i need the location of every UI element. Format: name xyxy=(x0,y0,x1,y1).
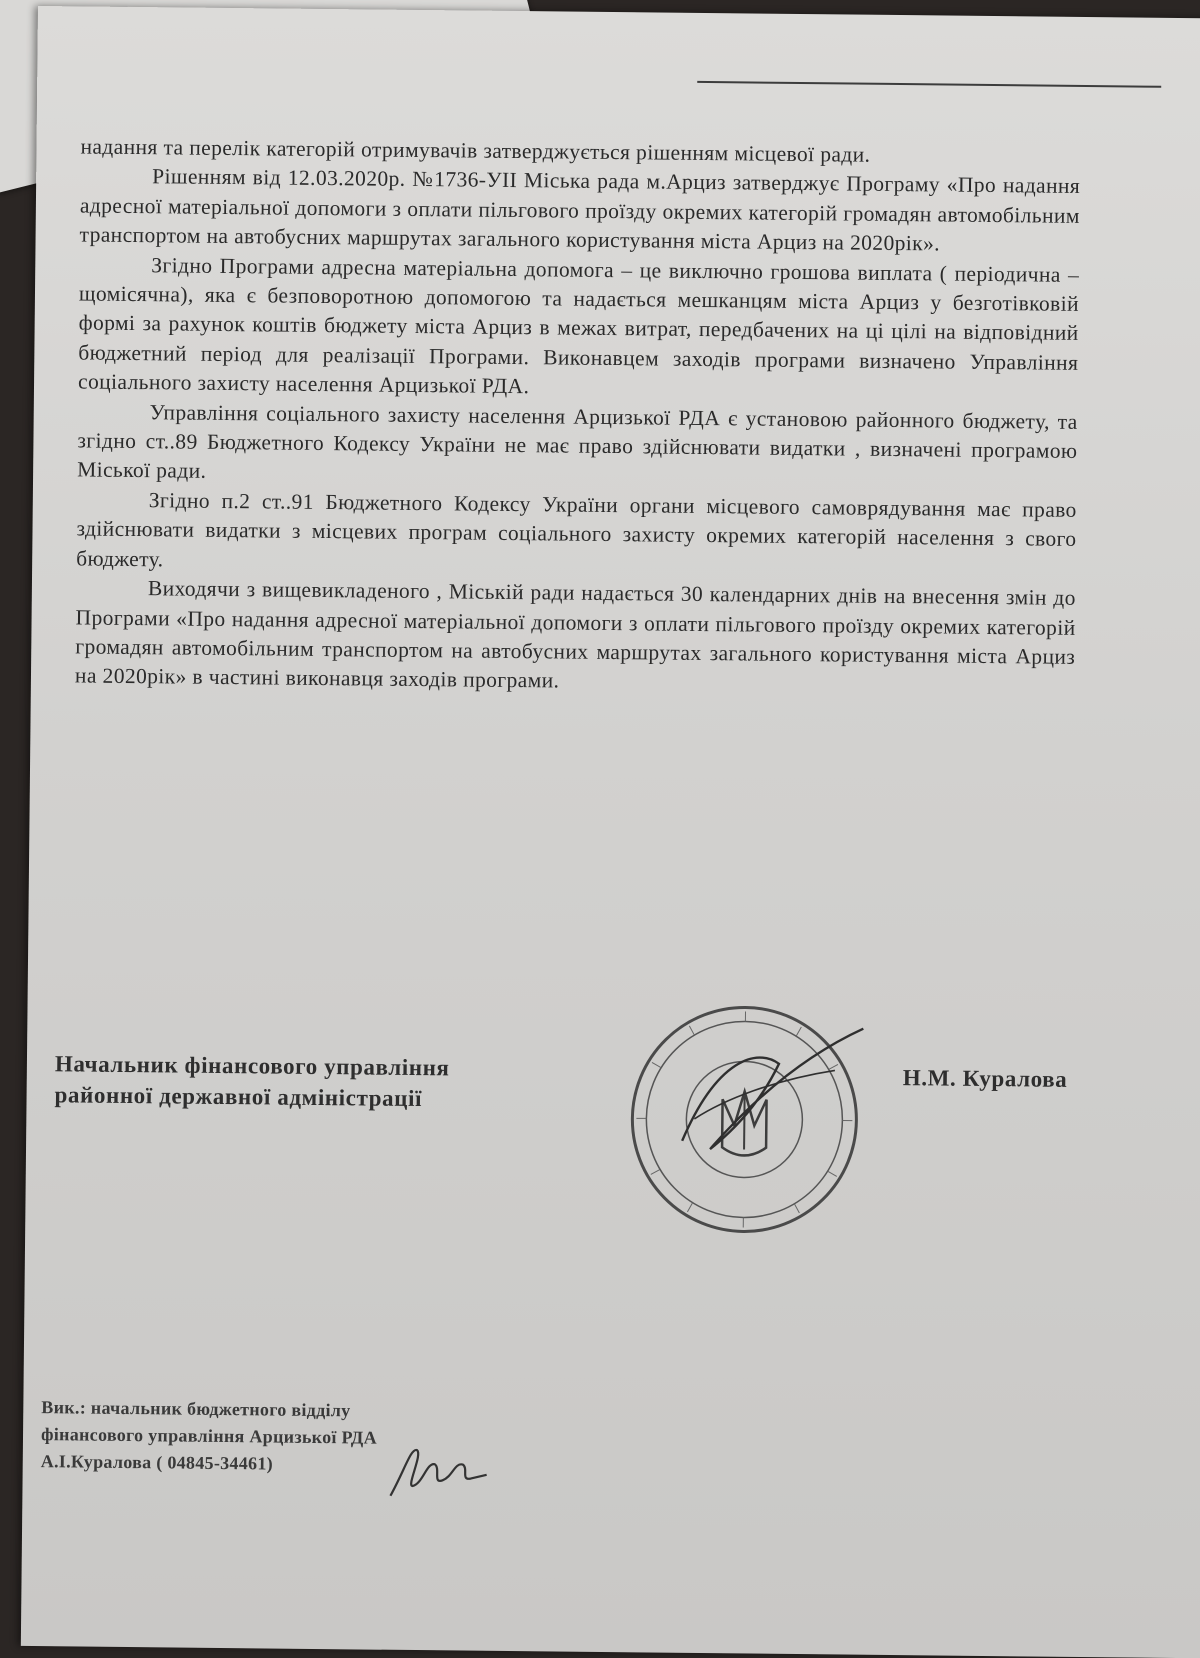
signer-title xyxy=(54,1048,615,1116)
handwritten-signature-icon xyxy=(382,1440,493,1501)
paragraph-continuation: надання та перелік категорій отримувачів затверджується рішенням місцевої ради. xyxy=(80,132,1080,172)
paragraph-social-protection: Управління соціального захисту населення Арцизької РДА є установою районного бюджету, та згідно ст..89 Бюджетного Кодексу України не має право здійснювати видатки , визначені програмою Міської ради. xyxy=(77,397,1078,496)
official-seal-icon xyxy=(623,998,866,1241)
document-page xyxy=(21,6,1200,1658)
document-body xyxy=(75,132,1081,701)
paragraph-decision: Рішенням від 12.03.2020р. №1736-УІІ Міська рада м.Арциз затверджує Програму «Про надання адресної матеріальної допомоги з оплати пільгового проїзду окремих категорій громадян автомобільним транспортом на автобусних маршрутах загального користування міста Арциз на 2020рік». xyxy=(79,162,1080,261)
paragraph-budget-code: Згідно п.2 ст..91 Бюджетного Кодексу України органи місцевого самоврядування має право здійснювати видатки з місцевих програм соціального захисту окремих категорій населення з свого бюджету. xyxy=(76,485,1077,584)
signer-name: Н.М. Куралова xyxy=(903,1065,1068,1093)
executor-line-1: Вик.: начальник бюджетного відділу xyxy=(41,1394,601,1427)
executor-line-2: фінансового управління Арцизької РДА xyxy=(41,1421,601,1454)
signer-title-line-2: районної державної адміністрації xyxy=(54,1079,614,1116)
executor-line-3: А.І.Куралова ( 04845-34461) xyxy=(41,1448,601,1481)
paragraph-conclusion: Виходячи з вищевикладеного , Міській ради надається 30 календарних днів на внесення змін до Програми «Про надання адресної матеріальної допомоги з оплати пільгового проїзду окремих категорій громадян автомобільним транспортом на автобусних маршрутах загального користування міста Арциз на 2020рік» в частині виконавця заходів програми. xyxy=(75,574,1076,702)
executor-block xyxy=(41,1394,602,1481)
header-rule xyxy=(697,81,1161,88)
signer-title-line-1: Начальник фінансового управління xyxy=(55,1048,615,1085)
paragraph-program-definition: Згідно Програми адресна матеріальна допомога – це виключно грошова виплата ( періодична – щомісячна), яка є безповоротною допомогою та надається мешканцям міста Арциз у безготівковій формі за рахунок коштів бюджету міста Арциз в межах витрат, передбачених на ці цілі на відповідний бюджетний період для реалізації Програми. Виконавцем заходів програми визначено Управління соціального захисту населення Арцизької РДА. xyxy=(78,250,1079,407)
